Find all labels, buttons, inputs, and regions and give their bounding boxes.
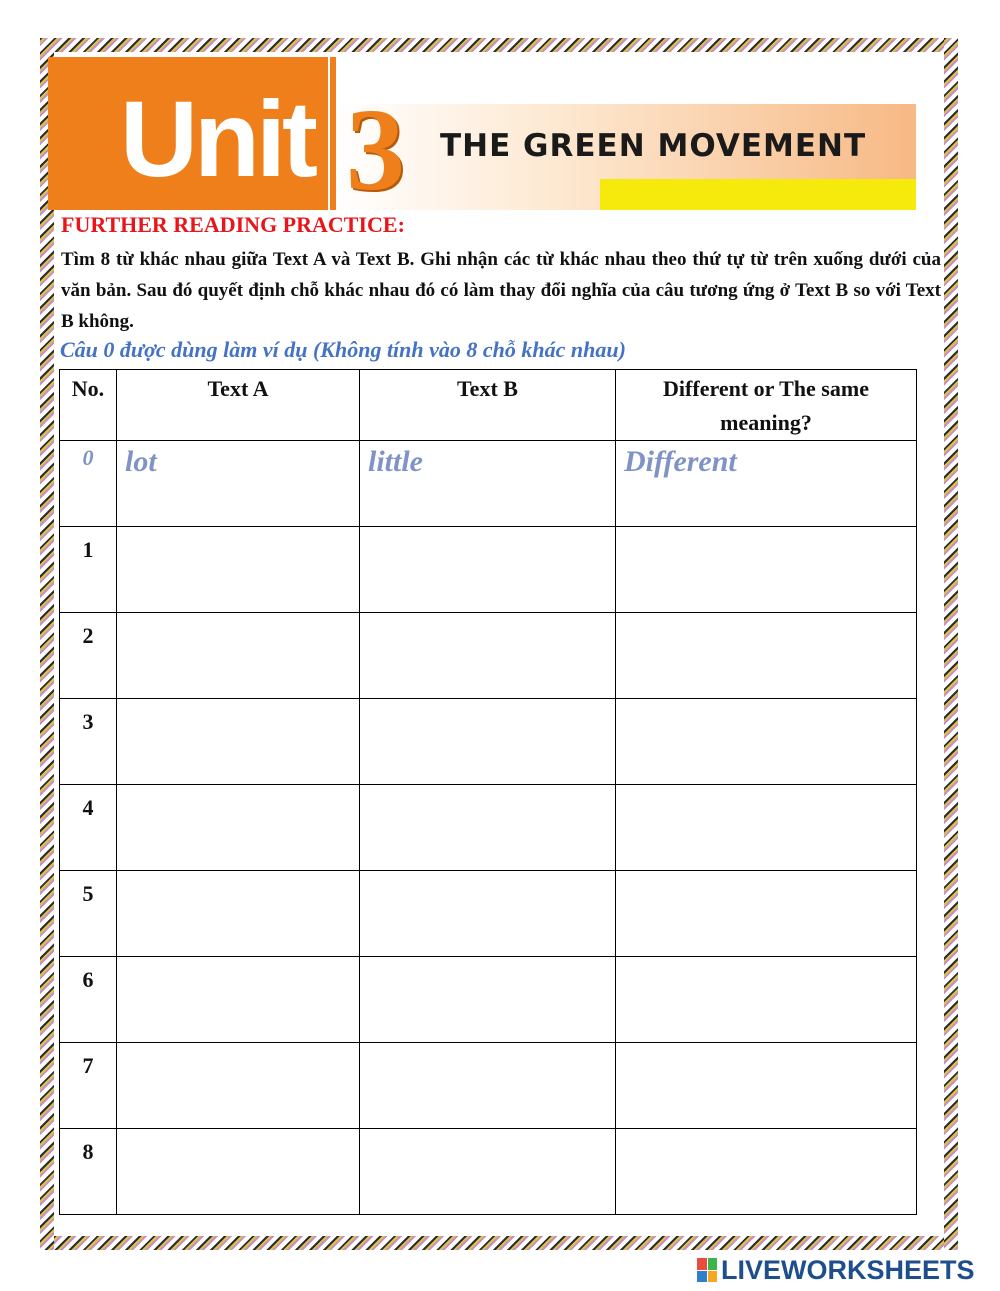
row-number: 3 bbox=[60, 699, 117, 785]
text-b-answer-field[interactable] bbox=[360, 1043, 616, 1129]
liveworksheets-brand: LIVEWORKSHEETS bbox=[721, 1254, 975, 1285]
decorative-border-top bbox=[40, 38, 958, 52]
meaning-answer-field[interactable] bbox=[616, 613, 917, 699]
row-number: 6 bbox=[60, 957, 117, 1043]
text-b-answer-field[interactable] bbox=[360, 785, 616, 871]
liveworksheets-logo-icon bbox=[697, 1258, 717, 1282]
table-row bbox=[60, 871, 917, 957]
text-a-answer-field[interactable] bbox=[117, 871, 360, 957]
table-header-row bbox=[60, 370, 917, 441]
table-row bbox=[60, 527, 917, 613]
example-text-a: lot bbox=[117, 441, 360, 527]
meaning-answer-field[interactable] bbox=[616, 957, 917, 1043]
section-heading: FURTHER READING PRACTICE: bbox=[61, 212, 405, 237]
example-note: Câu 0 được dùng làm ví dụ (Không tính vào 8 chỗ khác nhau) bbox=[60, 337, 626, 362]
header-different: Different or The same meaning? bbox=[616, 370, 917, 441]
meaning-answer-field[interactable] bbox=[616, 871, 917, 957]
instructions-text: Tìm 8 từ khác nhau giữa Text A và Text B. Ghi nhận các từ khác nhau theo thứ tự từ trên xuống dưới của văn bản. Sau đó quyết định chỗ khác nhau đó có làm thay đổi nghĩa của câu tương ứng ở Text B so với Text B không. bbox=[61, 249, 941, 332]
text-a-answer-field[interactable] bbox=[117, 957, 360, 1043]
meaning-answer-field[interactable] bbox=[616, 699, 917, 785]
text-a-answer-field[interactable] bbox=[117, 699, 360, 785]
text-b-answer-field[interactable] bbox=[360, 699, 616, 785]
text-a-answer-field[interactable] bbox=[117, 1043, 360, 1129]
example-different: Different bbox=[616, 441, 917, 527]
table-row bbox=[60, 1129, 917, 1215]
decorative-border-bottom bbox=[40, 1236, 958, 1250]
text-a-answer-field[interactable] bbox=[117, 527, 360, 613]
text-b-answer-field[interactable] bbox=[360, 527, 616, 613]
meaning-answer-field[interactable] bbox=[616, 527, 917, 613]
row-number: 4 bbox=[60, 785, 117, 871]
table-row bbox=[60, 957, 917, 1043]
row-number: 7 bbox=[60, 1043, 117, 1129]
meaning-answer-field[interactable] bbox=[616, 1129, 917, 1215]
meaning-answer-field[interactable] bbox=[616, 785, 917, 871]
table-row bbox=[60, 785, 917, 871]
text-b-answer-field[interactable] bbox=[360, 871, 616, 957]
text-b-answer-field[interactable] bbox=[360, 613, 616, 699]
example-text-b: little bbox=[360, 441, 616, 527]
row-number: 1 bbox=[60, 527, 117, 613]
decorative-border-right bbox=[944, 38, 958, 1250]
answer-table bbox=[59, 369, 917, 1215]
unit-word: Unit bbox=[120, 78, 314, 199]
header-text-b: Text B bbox=[360, 370, 616, 441]
decorative-border-left bbox=[40, 38, 54, 1250]
table-row bbox=[60, 1043, 917, 1129]
text-b-answer-field[interactable] bbox=[360, 1129, 616, 1215]
example-number: 0 bbox=[60, 441, 117, 527]
row-number: 5 bbox=[60, 871, 117, 957]
header-text-a: Text A bbox=[117, 370, 360, 441]
table-row-example bbox=[60, 441, 917, 527]
unit-banner bbox=[48, 57, 918, 215]
table-row bbox=[60, 699, 917, 785]
text-b-answer-field[interactable] bbox=[360, 957, 616, 1043]
text-a-answer-field[interactable] bbox=[117, 613, 360, 699]
text-a-answer-field[interactable] bbox=[117, 785, 360, 871]
row-number: 2 bbox=[60, 613, 117, 699]
liveworksheets-logo[interactable] bbox=[697, 1255, 975, 1285]
unit-number: 3 bbox=[346, 84, 405, 215]
meaning-answer-field[interactable] bbox=[616, 1043, 917, 1129]
header-no: No. bbox=[60, 370, 117, 441]
table-row bbox=[60, 613, 917, 699]
unit-title: THE GREEN MOVEMENT bbox=[440, 128, 867, 164]
row-number: 8 bbox=[60, 1129, 117, 1215]
text-a-answer-field[interactable] bbox=[117, 1129, 360, 1215]
banner-yellow-stripe bbox=[600, 179, 916, 210]
